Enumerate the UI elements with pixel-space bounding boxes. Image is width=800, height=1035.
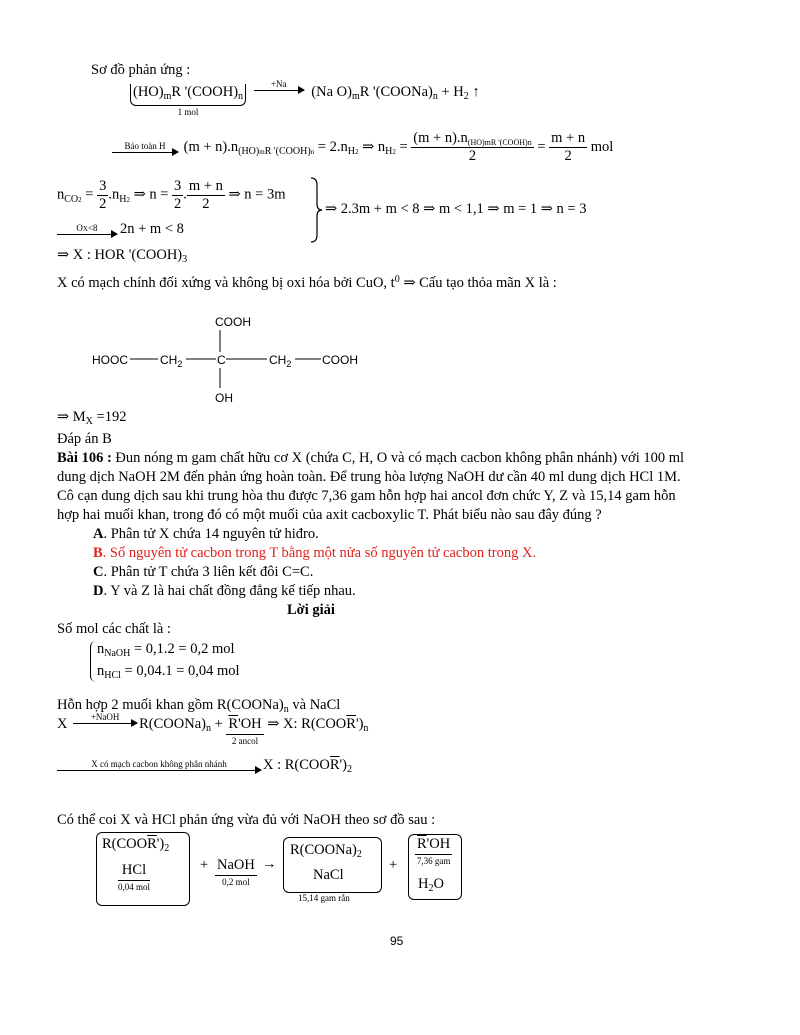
reaction-eq-1: $(HO)_mR$ '$(COOH)_n$ 1 mol +Na (Na $O)_mR$ '$(COONa)_n + H_2$ ↑ — [130, 84, 480, 118]
option-d: D. Y và Z là hai chất đồng đẳng kế tiếp nhau. — [93, 583, 356, 599]
option-c: C. Phân tử T chứa 3 liên kết đôi C=C. — [93, 564, 314, 580]
scheme-solid-note: 15,14 gam rắn — [298, 893, 350, 903]
problem-line-3: Cô cạn dung dịch sau khi trung hòa thu được 7,36 gam hỗn hợp hai ancol đơn chức Y, Z và 15,14 gam hỗn — [57, 488, 676, 504]
struct-left-hooc: HOOC — [92, 353, 128, 367]
problem-line-4: hợp hai muối khan, trong đó có một muối của axit cacboxylic T. Phát biểu nào sau đây đúng ? — [57, 507, 602, 523]
mol-system: $n_{NaOH} = 0,1.2 = 0,2$ mol $n_{HCl} = 0,04.1 = 0,04$ mol — [90, 641, 240, 682]
problem-line-1: Bài 106 : Đun nóng m gam chất hữu cơ X (chứa C, H, O và có mạch cacbon không phân nhánh) với 100 ml — [57, 450, 685, 466]
scheme-naoh: NaOH 0,2 mol — [217, 857, 255, 888]
struct-ch2-b: $CH_2$ — [269, 353, 292, 369]
page-number: 95 — [390, 934, 404, 948]
reaction-eq-2: Bảo toàn H $(m + n).n_{(HO)mR '(COOH)n} = 2.n_{H2}$ ⇒ $n_{H2}$ = $\frac{(m + n).n_{(HO)mR '(COOH)n}}{2}$ = $\frac{m + n}{2}$ mol — [112, 130, 613, 165]
mol-line: Số mol các chất là : — [57, 621, 171, 637]
reaction-r1: X +NaOH $R(COONa)_n$ + $\overline{R}'OH$ 2 ancol ⇒ X: $R(COO\overline{R}')_n$ — [57, 712, 369, 747]
option-b: B. Số nguyên tử cacbon trong T bằng một nửa số nguyên tử cacbon trong X. — [93, 545, 537, 561]
formula-x: ⇒ X : HOR '$(COOH)_3$ — [57, 247, 188, 265]
scheme-hcl: HCl 0,04 mol — [118, 862, 151, 893]
reaction-r2: X có mạch cacbon không phân nhánh X : $R(COO\overline{R}')_2$ — [57, 757, 352, 776]
struct-bottom-oh: OH — [215, 391, 233, 404]
solution-heading: Lời giải — [287, 602, 335, 618]
scheme-alcohol: $\overline{R}'OH$ 7,36 gam — [416, 836, 451, 867]
scheme-heading: Sơ đồ phản ứng : — [91, 62, 191, 78]
struct-ch2-a: $CH_2$ — [160, 353, 183, 369]
answer-b: Đáp án B — [57, 431, 112, 447]
option-a: A. Phân tử X chứa 14 nguyên tử hiđro. — [93, 526, 319, 542]
struct-c: C — [217, 353, 226, 367]
scheme-plus-2: + — [389, 857, 398, 873]
problem-line-2: dung dịch NaOH 2M đến phản ứng hoàn toàn. Để trung hòa lượng NaOH dư cần 40 ml dung dịch HCl 1M. — [57, 469, 681, 485]
eq-3-result: ⇒ 2.3m + m < 8 ⇒ m < 1,1 ⇒ m = 1 ⇒ n = 3 — [325, 201, 587, 217]
right-brace — [309, 177, 323, 243]
scheme-nacl: NaCl — [313, 867, 344, 883]
coi-line: Có thể coi X và HCl phản ứng vừa đủ với NaOH theo sơ đồ sau : — [57, 812, 436, 828]
scheme-water: $H_2O$ — [418, 876, 444, 894]
salts-line: Hỗn hợp 2 muối khan gồm $R(COONa)_n$ và NaCl — [57, 697, 341, 715]
reaction-eq-3: $n_{CO2}$ = $\frac{3}{2}$ $.n_{H2}$ ⇒ n = $\frac{3}{2}$ . $\frac{m + n}{2}$ ⇒ n = 3m — [57, 178, 286, 212]
reaction-eq-3b: OX<8 2n + m < 8 — [57, 221, 184, 238]
condition-line: X có mạch chính đối xứng và không bị oxi hóa bởi CuO, $t^0$ ⇒ Cấu tạo thỏa mãn X là : — [57, 274, 557, 291]
struct-right-cooh: COOH — [322, 353, 358, 367]
molar-mass: ⇒ $M_X =192$ — [57, 409, 127, 427]
scheme-plus-1: + — [200, 857, 209, 873]
structure-diagram — [80, 312, 380, 404]
scheme-arrow: → — [262, 856, 277, 872]
scheme-salt: $R(COONa)_2$ — [290, 842, 362, 860]
struct-top-cooh: COOH — [215, 315, 251, 329]
scheme-x: $R(COO\overline{R}')_2$ — [102, 836, 170, 854]
